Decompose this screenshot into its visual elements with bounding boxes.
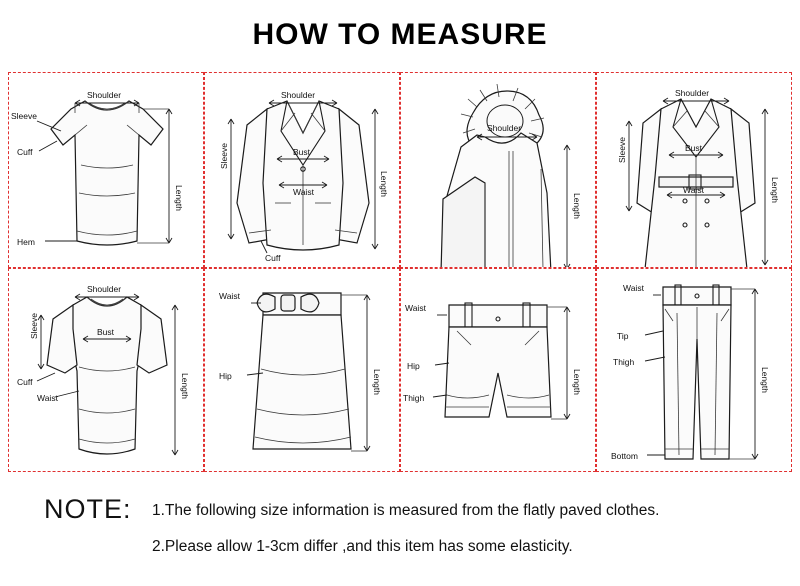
diagram-cell-pants bbox=[596, 268, 792, 472]
svg-text:Waist: Waist bbox=[623, 283, 644, 293]
svg-text:Bust: Bust bbox=[685, 143, 703, 153]
svg-text:Bottom: Bottom bbox=[611, 451, 638, 461]
svg-text:Length: Length bbox=[572, 193, 582, 219]
svg-text:Sleeve: Sleeve bbox=[11, 111, 37, 121]
diagram-cell-skirt bbox=[204, 268, 400, 472]
svg-text:Length: Length bbox=[174, 185, 184, 211]
svg-text:Length: Length bbox=[572, 369, 582, 395]
svg-text:Tip: Tip bbox=[617, 331, 629, 341]
svg-text:Cuff: Cuff bbox=[17, 147, 33, 157]
diagram-cell-blazer bbox=[204, 72, 400, 268]
svg-text:Waist: Waist bbox=[683, 185, 704, 195]
svg-text:Sleeve: Sleeve bbox=[29, 313, 39, 339]
note-line-1: 1.The following size information is measured from the flatly paved clothes. bbox=[152, 502, 660, 519]
svg-text:Shoulder: Shoulder bbox=[281, 90, 316, 100]
svg-text:Hip: Hip bbox=[407, 361, 420, 371]
diagram-cell-dress bbox=[8, 268, 204, 472]
diagram-cell-trench-coat bbox=[596, 72, 792, 268]
note-line-2: 2.Please allow 1-3cm differ ,and this item has some elasticity. bbox=[152, 538, 573, 555]
svg-text:Thigh: Thigh bbox=[403, 393, 425, 403]
diagram-cell-tshirt bbox=[8, 72, 204, 268]
svg-text:Length: Length bbox=[379, 171, 389, 197]
svg-text:Hem: Hem bbox=[17, 237, 35, 247]
svg-text:Length: Length bbox=[760, 367, 770, 393]
svg-text:Thigh: Thigh bbox=[613, 357, 635, 367]
diagram-cell-fur-coat bbox=[400, 72, 596, 268]
diagram-cell-shorts bbox=[400, 268, 596, 472]
note-label: NOTE: bbox=[44, 494, 132, 524]
page-title: HOW TO MEASURE bbox=[252, 18, 548, 51]
svg-text:Waist: Waist bbox=[37, 393, 58, 403]
svg-text:Shoulder: Shoulder bbox=[487, 123, 522, 133]
svg-text:Waist: Waist bbox=[219, 291, 240, 301]
svg-text:Bust: Bust bbox=[293, 147, 311, 157]
svg-text:Length: Length bbox=[770, 177, 780, 203]
svg-text:Hip: Hip bbox=[219, 371, 232, 381]
svg-text:Length: Length bbox=[372, 369, 382, 395]
svg-text:Bust: Bust bbox=[97, 327, 115, 337]
svg-text:Waist: Waist bbox=[405, 303, 426, 313]
svg-text:Shoulder: Shoulder bbox=[675, 88, 710, 98]
diagram-grid bbox=[8, 72, 792, 472]
svg-text:Sleeve: Sleeve bbox=[219, 143, 229, 169]
svg-text:Length: Length bbox=[180, 373, 190, 399]
svg-text:Cuff: Cuff bbox=[265, 253, 281, 263]
svg-text:Cuff: Cuff bbox=[17, 377, 33, 387]
svg-text:Waist: Waist bbox=[293, 187, 314, 197]
svg-text:Sleeve: Sleeve bbox=[617, 137, 627, 163]
svg-text:Shoulder: Shoulder bbox=[87, 90, 122, 100]
svg-text:Shoulder: Shoulder bbox=[87, 284, 122, 294]
